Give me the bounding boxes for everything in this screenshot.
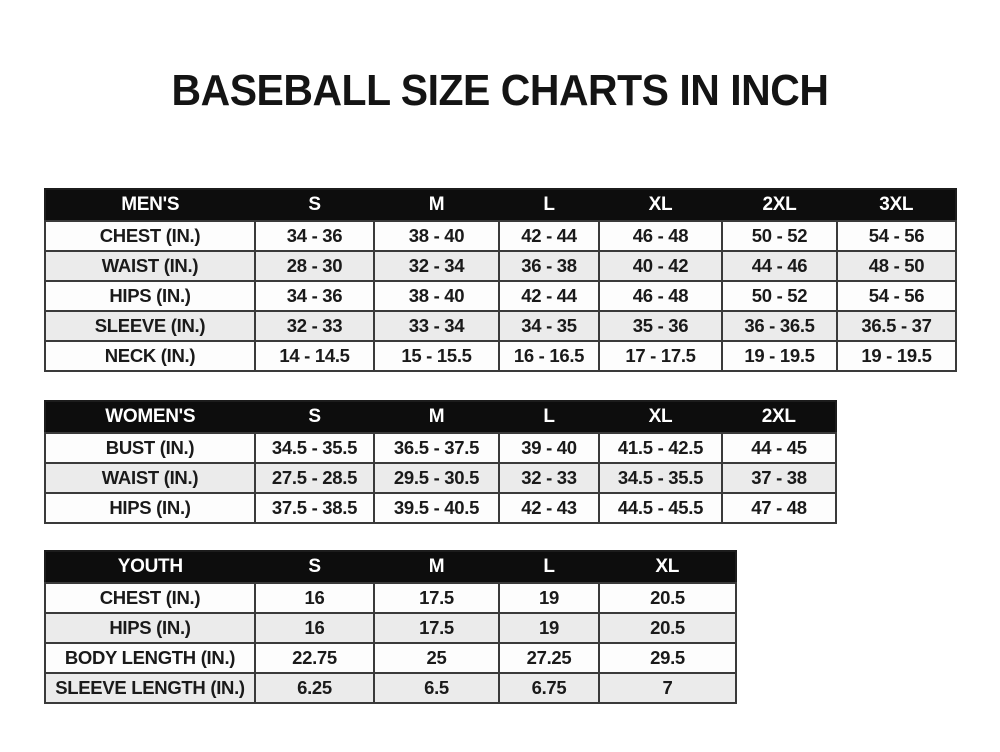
size-value-cell: 15 - 15.5 [374,341,499,371]
size-value-cell: 54 - 56 [837,221,956,251]
size-value-cell: 14 - 14.5 [255,341,374,371]
table-header-row [45,551,736,583]
size-column-header: L [499,401,599,433]
size-value-cell: 36.5 - 37.5 [374,433,499,463]
table-row [45,613,736,643]
mens-table [44,188,957,372]
size-value-cell: 38 - 40 [374,281,499,311]
size-value-cell: 37.5 - 38.5 [255,493,374,523]
size-value-cell: 34.5 - 35.5 [599,463,722,493]
size-value-cell: 36 - 36.5 [722,311,837,341]
size-value-cell: 6.5 [374,673,499,703]
size-value-cell: 7 [599,673,736,703]
size-value-cell: 19 - 19.5 [837,341,956,371]
table-row [45,221,956,251]
size-column-header: M [374,189,499,221]
size-value-cell: 22.75 [255,643,374,673]
measurement-label: CHEST (IN.) [45,583,255,613]
size-value-cell: 39.5 - 40.5 [374,493,499,523]
measurement-label: HIPS (IN.) [45,281,255,311]
size-value-cell: 27.25 [499,643,599,673]
table-row [45,341,956,371]
size-value-cell: 42 - 43 [499,493,599,523]
size-column-header: 3XL [837,189,956,221]
size-value-cell: 46 - 48 [599,281,722,311]
table-row [45,463,836,493]
table-group-label: WOMEN'S [45,401,255,433]
measurement-label: HIPS (IN.) [45,493,255,523]
size-value-cell: 25 [374,643,499,673]
size-value-cell: 32 - 33 [255,311,374,341]
size-value-cell: 29.5 [599,643,736,673]
size-value-cell: 46 - 48 [599,221,722,251]
size-value-cell: 42 - 44 [499,281,599,311]
table-group-label: YOUTH [45,551,255,583]
size-value-cell: 50 - 52 [722,281,837,311]
size-value-cell: 41.5 - 42.5 [599,433,722,463]
size-value-cell: 29.5 - 30.5 [374,463,499,493]
table-row [45,433,836,463]
size-value-cell: 6.75 [499,673,599,703]
table-header-row [45,189,956,221]
size-value-cell: 19 - 19.5 [722,341,837,371]
size-value-cell: 32 - 33 [499,463,599,493]
youth-table [44,550,737,704]
measurement-label: WAIST (IN.) [45,463,255,493]
size-value-cell: 38 - 40 [374,221,499,251]
size-value-cell: 34.5 - 35.5 [255,433,374,463]
size-value-cell: 44.5 - 45.5 [599,493,722,523]
table-row [45,493,836,523]
size-value-cell: 50 - 52 [722,221,837,251]
table-row [45,311,956,341]
table-row [45,583,736,613]
size-value-cell: 32 - 34 [374,251,499,281]
measurement-label: CHEST (IN.) [45,221,255,251]
measurement-label: BUST (IN.) [45,433,255,463]
size-value-cell: 17 - 17.5 [599,341,722,371]
size-column-header: XL [599,401,722,433]
size-column-header: L [499,189,599,221]
size-value-cell: 17.5 [374,613,499,643]
size-column-header: S [255,551,374,583]
table-row [45,281,956,311]
measurement-label: HIPS (IN.) [45,613,255,643]
table-group-label: MEN'S [45,189,255,221]
size-value-cell: 17.5 [374,583,499,613]
size-column-header: 2XL [722,189,837,221]
size-column-header: S [255,189,374,221]
size-value-cell: 16 [255,613,374,643]
size-value-cell: 47 - 48 [722,493,836,523]
mens-size-chart-table [44,188,957,372]
womens-table [44,400,837,524]
size-value-cell: 37 - 38 [722,463,836,493]
size-column-header: S [255,401,374,433]
size-value-cell: 27.5 - 28.5 [255,463,374,493]
size-value-cell: 19 [499,613,599,643]
measurement-label: NECK (IN.) [45,341,255,371]
measurement-label: WAIST (IN.) [45,251,255,281]
size-value-cell: 40 - 42 [599,251,722,281]
table-header-row [45,401,836,433]
youth-size-chart-table [44,550,737,704]
size-value-cell: 42 - 44 [499,221,599,251]
size-column-header: M [374,551,499,583]
size-value-cell: 28 - 30 [255,251,374,281]
size-value-cell: 54 - 56 [837,281,956,311]
size-value-cell: 16 [255,583,374,613]
size-value-cell: 6.25 [255,673,374,703]
size-value-cell: 20.5 [599,583,736,613]
size-column-header: XL [599,551,736,583]
table-row [45,251,956,281]
table-row [45,673,736,703]
size-value-cell: 36.5 - 37 [837,311,956,341]
size-value-cell: 44 - 45 [722,433,836,463]
measurement-label: BODY LENGTH (IN.) [45,643,255,673]
womens-size-chart-table [44,400,837,524]
size-column-header: M [374,401,499,433]
size-value-cell: 34 - 36 [255,221,374,251]
size-value-cell: 34 - 35 [499,311,599,341]
size-column-header: XL [599,189,722,221]
measurement-label: SLEEVE LENGTH (IN.) [45,673,255,703]
size-value-cell: 39 - 40 [499,433,599,463]
size-column-header: L [499,551,599,583]
size-value-cell: 33 - 34 [374,311,499,341]
size-value-cell: 44 - 46 [722,251,837,281]
size-value-cell: 34 - 36 [255,281,374,311]
measurement-label: SLEEVE (IN.) [45,311,255,341]
size-value-cell: 48 - 50 [837,251,956,281]
size-value-cell: 35 - 36 [599,311,722,341]
size-value-cell: 36 - 38 [499,251,599,281]
size-value-cell: 16 - 16.5 [499,341,599,371]
page-title: BASEBALL SIZE CHARTS IN INCH [171,66,829,115]
size-column-header: 2XL [722,401,836,433]
table-row [45,643,736,673]
size-value-cell: 19 [499,583,599,613]
size-value-cell: 20.5 [599,613,736,643]
